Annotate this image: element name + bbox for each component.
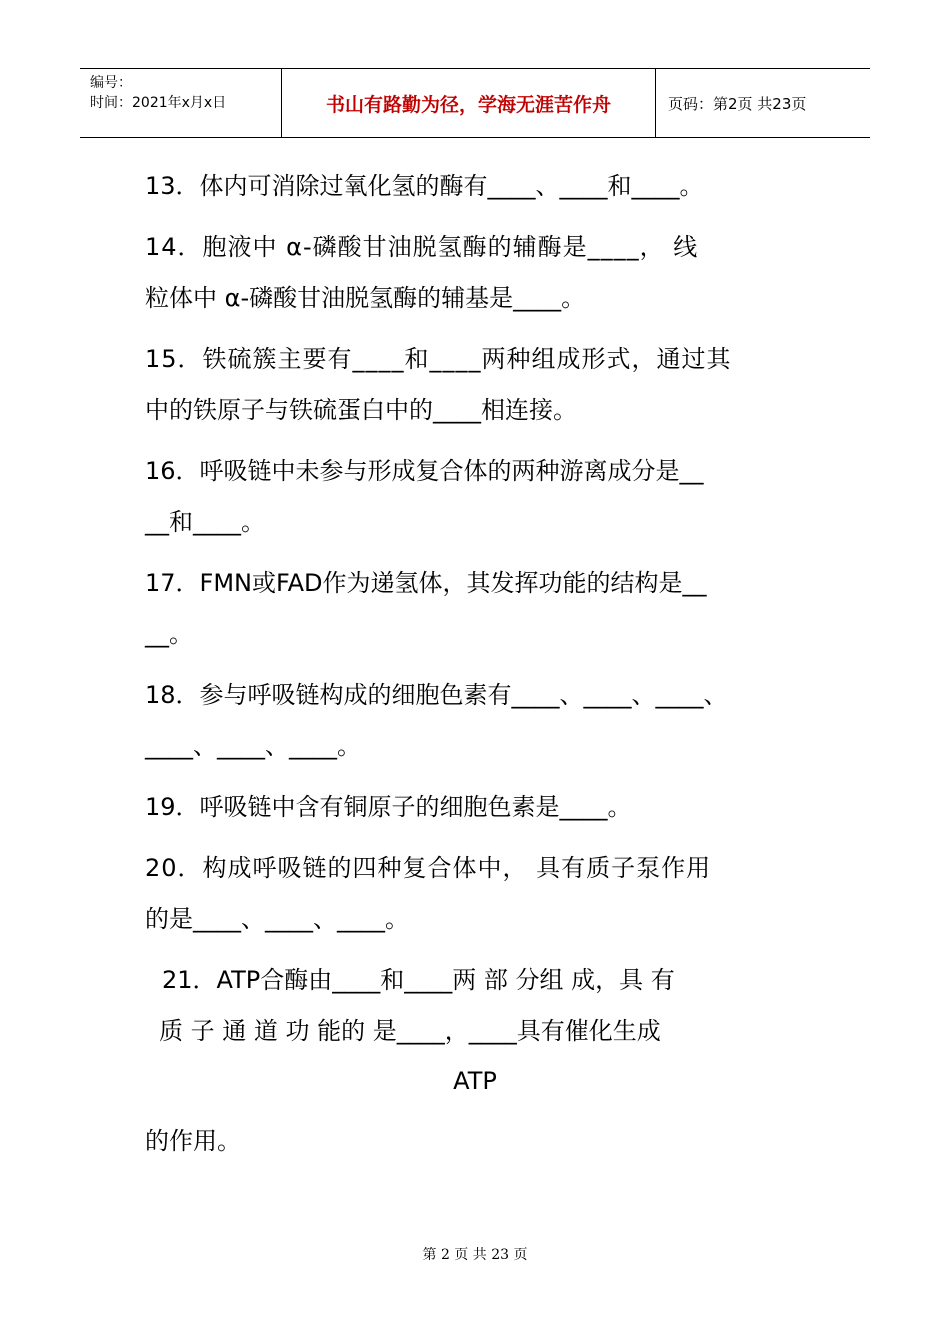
question-18-line-2: ____、____、____。 [145, 732, 361, 760]
question-15-line-1: 15．铁硫簇主要有____和____两种组成形式，通过其 [145, 345, 732, 373]
question-20-line-2: 的是____、____、____。 [145, 905, 409, 933]
question-20-line-1: 20．构成呼吸链的四种复合体中， 具有质子泵作用 [145, 854, 712, 882]
header-motto: 书山有路勤为径，学海无涯苦作舟 [281, 69, 656, 137]
question-21-line-2: 质 子 通 道 功 能的 是____，____具有催化生成 [159, 1017, 661, 1045]
question-19-line-1: 19．呼吸链中含有铜原子的细胞色素是____。 [145, 793, 632, 821]
question-16-line-1: 16．呼吸链中未参与形成复合体的两种游离成分是__ [145, 457, 704, 485]
question-13-line-1: 13．体内可消除过氧化氢的酶有____、____和____。 [145, 172, 704, 200]
date-label: 时间：2021年x月x日 [90, 95, 227, 111]
header-page-info: 页码：第2页 共23页 [668, 94, 807, 113]
question-21-line-4: 的作用。 [145, 1127, 241, 1155]
page-footer: 第 2 页 共 23 页 [422, 1247, 528, 1263]
question-15-line-2: 中的铁原子与铁硫蛋白中的____相连接。 [145, 396, 577, 424]
page-header [80, 68, 870, 138]
question-14-line-2: 粒体中 α-磷酸甘油脱氢酶的辅基是____。 [145, 284, 586, 312]
question-18-line-1: 18．参与呼吸链构成的细胞色素有____、____、____、 [145, 681, 728, 709]
number-label: 编号： [90, 75, 132, 91]
question-21-line-1: 21．ATP合酶由____和____两 部 分组 成，具 有 [162, 966, 675, 994]
header-meta [80, 69, 281, 137]
question-21-line-3: ATP [453, 1067, 497, 1095]
question-17-line-1: 17．FMN或FAD作为递氢体，其发挥功能的结构是__ [145, 569, 707, 597]
question-14-line-1: 14．胞液中 α-磷酸甘油脱氢酶的辅酶是____， 线 [145, 233, 699, 261]
question-17-line-2: __。 [145, 620, 193, 648]
question-16-line-2: __和____。 [145, 508, 265, 536]
